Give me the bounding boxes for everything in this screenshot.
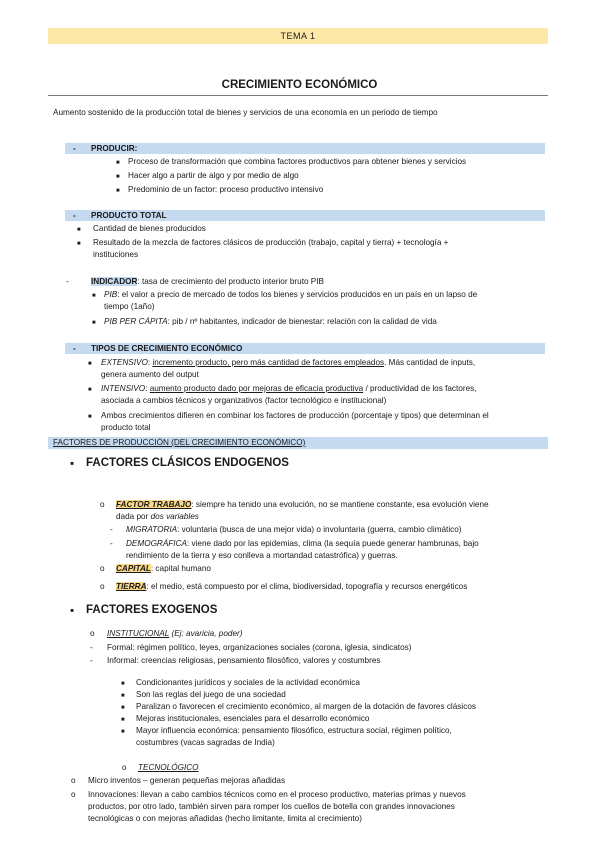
ambos-cont: producto total: [101, 423, 151, 432]
list-item-text-cont: costumbres (vacas sagradas de India): [136, 738, 275, 747]
square-bullet-icon: ■: [77, 241, 81, 247]
topic-banner: [48, 28, 548, 44]
circle-bullet-icon: o: [90, 629, 95, 638]
capital-label: CAPITAL: [116, 564, 151, 573]
indicador-text: : tasa de crecimiento del producto interior bruto PIB: [137, 277, 324, 286]
intensivo-label: INTENSIVO: [101, 384, 146, 393]
list-item-text: Paralizan o favorecen el crecimiento económico, al margen de la dotación de favores clásicos: [136, 702, 476, 711]
migratoria-text: : voluntaria (busca de una mejor vida) o involuntaria (guerra, cambio climático): [177, 525, 462, 534]
dash-marker: -: [73, 144, 76, 153]
demografica-text: : viene dado por las epidemias, clima (la sequía puede generar hambrunas, bajo: [186, 539, 479, 548]
list-item: [88, 410, 92, 423]
square-bullet-icon: ■: [77, 227, 81, 233]
institucional-text: (Ej: avaricia, poder): [169, 629, 243, 638]
ambos-text: Ambos crecimientos difieren en combinar los factores de producción (porcentaje y tipos) que determinan el: [101, 411, 489, 420]
demografica-line: [126, 538, 479, 549]
dash-marker: -: [73, 211, 76, 220]
square-bullet-icon: ■: [92, 293, 96, 299]
producto-total-heading: PRODUCTO TOTAL: [91, 211, 167, 220]
list-item-text: Mejoras institucionales, esenciales para el desarrollo económico: [136, 714, 370, 723]
trabajo-line: [116, 499, 489, 510]
square-bullet-icon: ■: [121, 705, 125, 711]
dash-marker: -: [90, 656, 93, 665]
square-bullet-icon: ■: [121, 729, 125, 735]
square-bullet-icon: ■: [121, 693, 125, 699]
migratoria-label: MIGRATORIA: [126, 525, 178, 534]
square-bullet-icon: ■: [116, 174, 120, 180]
indicador-line: [91, 276, 324, 287]
list-item: [121, 725, 125, 738]
innovaciones-cont: productos, por otro lado, también sirven para romper los cuellos de botella con grandes innovaciones: [88, 802, 455, 811]
square-bullet-icon: ■: [92, 320, 96, 326]
tierra-line: [116, 581, 467, 592]
square-bullet-icon: ■: [88, 414, 92, 420]
list-item: [92, 289, 96, 302]
list-item: [77, 237, 81, 250]
square-bullet-icon: ■: [88, 361, 92, 367]
intensivo-cont: asociada a cambios técnicos y organizativos (factor tecnológico e institucional): [101, 396, 387, 405]
factores-section-heading: [48, 437, 548, 449]
tierra-label: TIERRA: [116, 582, 147, 591]
extensivo-cont: genera aumento del output: [101, 370, 199, 379]
circle-bullet-icon: o: [71, 776, 76, 785]
dash-marker: -: [73, 344, 76, 353]
innovaciones-cont: tecnológicas o con mejoras añadidas (hecho limitante, limita al crecimiento): [88, 814, 362, 823]
list-item-text: Proceso de transformación que combina factores productivos para obtener bienes y servicios: [128, 157, 467, 166]
pib-text: : el valor a precio de mercado de todos los bienes y servicios producidos en un país en un lapso de: [117, 290, 478, 299]
trabajo-cont: [116, 511, 199, 522]
dash-marker: -: [110, 539, 113, 548]
list-item-text: Resultado de la mezcla de factores clásicos de producción (trabajo, capital y tierra) + tecnología +: [93, 238, 449, 247]
tecnologico-heading: [138, 762, 199, 773]
tipos-heading: TIPOS DE CRECIMIENTO ECONÓMICO: [91, 344, 243, 353]
square-bullet-icon: ■: [116, 188, 120, 194]
colon: :: [145, 384, 150, 393]
square-bullet-icon: ■: [121, 681, 125, 687]
capital-line: [116, 563, 211, 574]
square-bullet-icon: ▪: [70, 605, 75, 617]
pib-per-capita-text: : pib / nº habitantes, indicador de bienestar: relación con la calidad de vida: [167, 317, 437, 326]
trabajo-cont-b: dos variables: [150, 512, 199, 521]
producto-total-heading-bar: [65, 210, 545, 221]
pib-text-cont: tiempo (1año): [104, 302, 155, 311]
circle-bullet-icon: o: [71, 790, 76, 799]
circle-bullet-icon: o: [100, 564, 105, 573]
square-bullet-icon: ▪: [70, 458, 75, 470]
demografica-cont: rendimiento de la tierra y eso conlleva a mortandad catastrófica) y guerras.: [126, 551, 398, 560]
informal-text: Informal: creencias religiosas, pensamiento filosófico, valores y costumbres: [107, 656, 381, 665]
list-item: [88, 383, 92, 396]
list-item: [77, 223, 81, 236]
square-bullet-icon: ■: [121, 717, 125, 723]
extensivo-underlined: incremento producto, pero más cantidad de factores empleados: [152, 358, 385, 367]
extensivo-line: [101, 357, 475, 368]
intensivo-underlined: aumento producto dado por mejoras de eficacia productiva: [149, 384, 364, 393]
formal-text: Formal: régimen político, leyes, organizaciones sociales (corona, iglesia, sindicatos): [107, 643, 412, 652]
pib-per-capita-line: [104, 316, 437, 327]
intensivo-line: [101, 383, 477, 394]
trabajo-label: FACTOR TRABAJO: [116, 500, 192, 509]
square-bullet-icon: ■: [88, 387, 92, 393]
definition-text: Aumento sostenido de la producción total de bienes y servicios de una economía en un periodo de tiempo: [53, 108, 438, 117]
institucional-label: INSTITUCIONAL: [107, 629, 170, 638]
list-item-text-cont: instituciones: [93, 250, 139, 259]
exogenos-title: FACTORES EXOGENOS: [86, 604, 218, 616]
colon: :: [147, 358, 153, 367]
pib-per-capita-label: PIB PER CÁPITA: [104, 317, 168, 326]
circle-bullet-icon: o: [100, 500, 105, 509]
tierra-text: : el medio, está compuesto por el clima, biodiversidad, topografía y recursos energéticos: [146, 582, 468, 591]
topic-label: TEMA 1: [280, 31, 316, 41]
list-item: [116, 184, 120, 197]
square-bullet-icon: ■: [116, 160, 120, 166]
circle-bullet-icon: o: [122, 763, 127, 772]
factores-section-label: FACTORES DE PRODUCCIÓN (DEL CRECIMIENTO ECONÓMICO): [53, 438, 306, 447]
list-item-text: Mayor influencia económica: pensamiento filosófico, estructura social, régimen político,: [136, 726, 452, 735]
producir-heading-bar: [65, 143, 545, 154]
clasicos-title: FACTORES CLÁSICOS ENDOGENOS: [86, 457, 289, 469]
intensivo-rest: / productividad de los factores,: [363, 384, 477, 393]
extensivo-rest: . Más cantidad de inputs,: [384, 358, 476, 367]
title-divider: [48, 95, 548, 96]
dash-marker: -: [90, 643, 93, 652]
dash-marker: -: [66, 277, 69, 286]
list-item: [92, 316, 96, 329]
page-title: CRECIMIENTO ECONÓMICO: [221, 79, 378, 91]
innovaciones-text: Innovaciones: llevan a cabo cambios técnicos como en el proceso productivo, materias primas y nuevos: [88, 790, 466, 799]
institucional-line: [107, 628, 242, 639]
list-item-text: Condicionantes jurídicos y sociales de la actividad económica: [136, 678, 360, 687]
circle-bullet-icon: o: [100, 582, 105, 591]
tipos-heading-bar: [65, 343, 545, 354]
trabajo-text: : siempre ha tenido una evolución, no se mantiene constante, esa evolución viene: [191, 500, 489, 509]
list-item-text: Cantidad de bienes producidos: [93, 224, 206, 233]
list-item-text: Predominio de un factor: proceso productivo intensivo: [128, 185, 324, 194]
micro-text: Micro inventos – generan pequeñas mejoras añadidas: [88, 776, 286, 785]
list-item-text: Son las reglas del juego de una sociedad: [136, 690, 286, 699]
extensivo-label: EXTENSIVO: [101, 358, 148, 367]
migratoria-line: [126, 524, 462, 535]
demografica-label: DEMOGRÁFICA: [126, 539, 187, 548]
list-item: [116, 170, 120, 183]
trabajo-cont-a: dada por: [116, 512, 151, 521]
producir-heading: PRODUCIR:: [91, 144, 138, 153]
capital-text: : capital humano: [150, 564, 211, 573]
list-item-text: Hacer algo a partir de algo y por medio de algo: [128, 171, 299, 180]
dash-marker: -: [110, 525, 113, 534]
list-item: [116, 156, 120, 169]
tecnologico-label: TECNOLÓGICO: [138, 763, 199, 772]
list-item: [88, 357, 92, 370]
indicador-label: INDICADOR: [91, 277, 138, 286]
pib-label: PIB: [104, 290, 118, 299]
pib-line: [104, 289, 477, 300]
